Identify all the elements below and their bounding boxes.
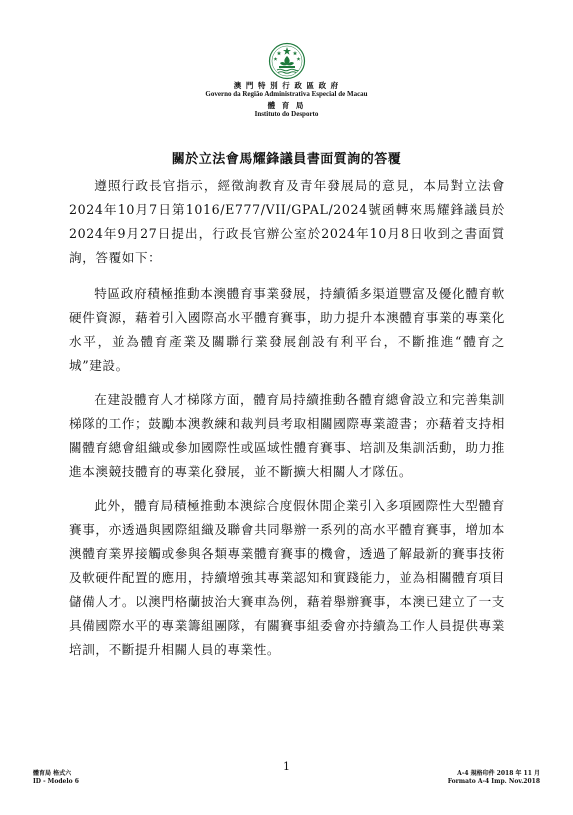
macau-emblem-icon xyxy=(268,42,306,80)
header-dept-pt: Instituto do Desporto xyxy=(254,110,319,118)
paragraph-intro: 遵照行政長官指示，經徵詢教育及青年發展局的意見，本局對立法會2024年10月7日第1016/E777/VII/GPAL/2024號函轉來馬耀鋒議員於2024年9月27日提出，行政長官辦公室於2024年10月8日收到之書面質詢，答覆如下： xyxy=(69,178,506,265)
header-org-pt: Governo da Região Administrativa Especial de Macau xyxy=(205,90,368,98)
footer-right-line2: Formato A-4 Imp. Nov.2018 xyxy=(447,778,540,785)
document-title: 關於立法會馬耀鋒議員書面質詢的答覆 xyxy=(171,152,402,167)
document-body xyxy=(69,174,505,672)
page-number: 1 xyxy=(283,760,290,773)
header-dept-zh: 體 育 局 xyxy=(267,101,306,110)
footer-right-line1: A-4 規格印件 2018 年 11 月 xyxy=(457,770,540,777)
paragraph-2: 在建設體育人才梯隊方面，體育局持續推動各體育總會設立和完善集訓梯隊的工作；鼓勵本澳教練和裁判員考取相關國際專業證書；亦藉着支持相關體育總會組織或參加國際性或區域性體育賽事、培訓及集訓活動，助力推進本澳競技體育的專業化發展，並不斷擴大相關人才隊伍。 xyxy=(69,392,505,479)
footer-left-line2: ID - Modelo 6 xyxy=(33,778,79,785)
paragraph-3: 此外，體育局積極推動本澳綜合度假休閒企業引入多項國際性大型體育賽事，亦透過與國際組織及聯會共同舉辦一系列的高水平體育賽事，增加本澳體育業界接觸或參與各類專業體育賽事的機會，透過了解最新的賽事技術及軟硬件配置的應用，持續增強其專業認知和實踐能力，並為相關體育項目儲備人才。以澳門格蘭披治大賽車為例，藉着舉辦賽事，本澳已建立了一支具備國際水平的專業籌組團隊，有關賽事組委會亦持續為工作人員提供專業培訓，不斷提升相關人員的專業性。 xyxy=(69,498,505,657)
footer-form-code xyxy=(33,770,79,786)
footer-print-info xyxy=(448,770,540,786)
footer-left-line1: 體育局 格式六 xyxy=(33,770,72,777)
paragraph-1: 特區政府積極推動本澳體育事業發展，持續循多渠道豐富及優化體育軟硬件資源，藉着引入國際高水平體育賽事，助力提升本澳體育事業的專業化水平，並為體育產業及關聯行業發展創設有利平台，不斷推進“體育之城”建設。 xyxy=(69,286,505,373)
header-org-zh: 澳 門 特 別 行 政 區 政 府 xyxy=(233,81,340,90)
